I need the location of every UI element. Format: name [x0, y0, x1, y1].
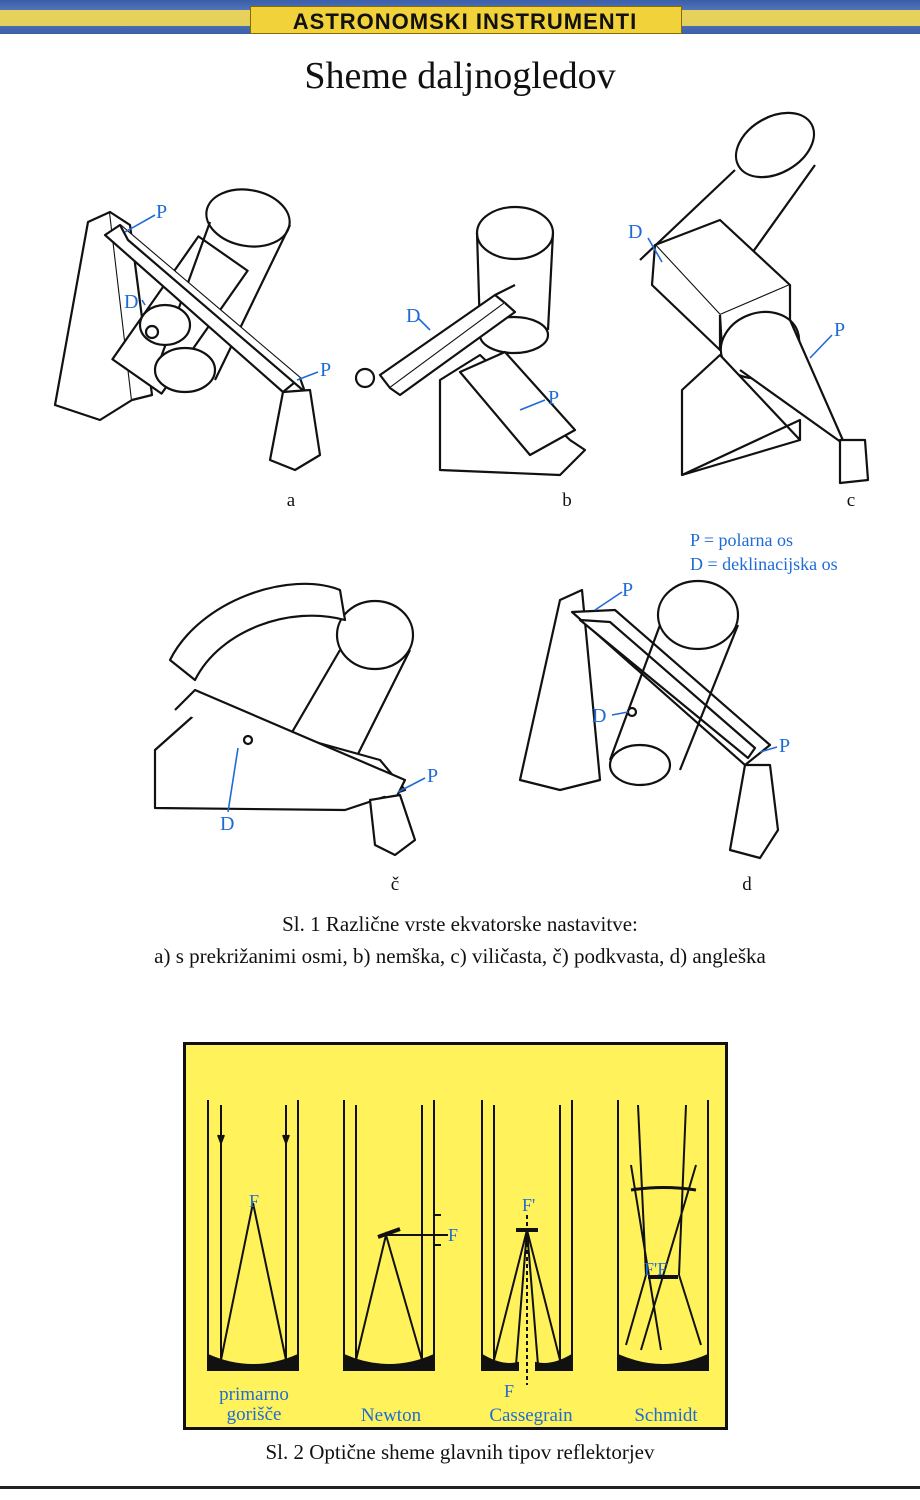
prime-focus-diagram — [208, 1100, 298, 1370]
cassegrain-diagram — [482, 1100, 572, 1401]
label-focus-pair: F'F — [644, 1259, 668, 1279]
subfigure-label-ch: č — [390, 874, 400, 895]
subfigure-label-b: b — [562, 490, 572, 511]
fig1-caption-line1: Sl. 1 Različne vrste ekvatorske nastavitve: — [282, 912, 638, 936]
label-p: P — [548, 387, 560, 409]
label-focus-prime: F' — [522, 1195, 536, 1215]
subfigure-label-a: a — [286, 490, 296, 511]
page-title: Sheme daljnogledov — [304, 55, 616, 97]
mount-a-drawing — [55, 183, 320, 470]
reflector-diagrams — [186, 1045, 725, 1427]
label-schmidt: Schmidt — [634, 1405, 698, 1426]
reflector-schemes-panel — [183, 1042, 728, 1430]
legend-polar: P = polarna os — [690, 530, 793, 550]
label-p: P — [320, 359, 332, 381]
label-p: P — [156, 201, 168, 223]
label-cassegrain: Cassegrain — [489, 1405, 573, 1426]
label-primarno-line1: primarno — [219, 1384, 289, 1405]
schmidt-diagram — [618, 1100, 708, 1370]
newton-diagram — [344, 1100, 458, 1370]
label-d: D — [592, 705, 607, 727]
label-d: D — [124, 291, 139, 313]
label-focus: F — [448, 1225, 459, 1245]
label-d: D — [628, 221, 643, 243]
label-p: P — [834, 319, 846, 341]
label-p: P — [779, 735, 791, 757]
label-d: D — [220, 813, 235, 835]
label-focus: F — [249, 1191, 260, 1211]
mount-ch-drawing — [155, 584, 415, 855]
subfigure-label-c: c — [846, 490, 856, 511]
subfigure-label-d: d — [742, 874, 752, 895]
mount-c-drawing — [640, 100, 868, 483]
fig2-caption: Sl. 2 Optične sheme glavnih tipov reflektorjev — [265, 1440, 655, 1464]
mount-d-drawing — [520, 581, 778, 858]
label-focus: F — [504, 1381, 515, 1401]
bottom-rule — [0, 1486, 920, 1489]
label-p: P — [622, 579, 634, 601]
label-p: P — [427, 765, 439, 787]
label-primarno-line2: gorišče — [226, 1404, 282, 1425]
label-newton: Newton — [360, 1405, 422, 1426]
axis-legend — [690, 528, 838, 576]
mount-b-drawing — [356, 207, 585, 475]
label-d: D — [406, 305, 421, 327]
legend-declination: D = deklinacijska os — [690, 554, 838, 574]
banner-text: ASTRONOMSKI INSTRUMENTI — [292, 9, 638, 34]
label-primarno-gorisce — [204, 1385, 304, 1425]
fig1-caption-line2: a) s prekrižanimi osmi, b) nemška, c) viličasta, č) podkvasta, d) angleška — [154, 944, 766, 968]
